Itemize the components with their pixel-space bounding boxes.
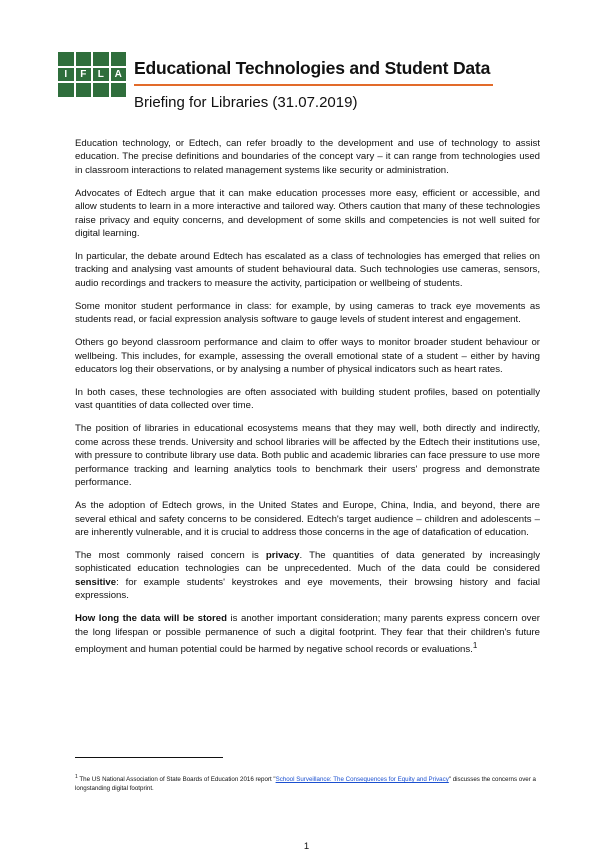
footnote-text: " discusses the concerns over a longstanding digital footprint. <box>75 776 536 793</box>
footnote-ref[interactable]: 1 <box>472 640 478 650</box>
logo-cell <box>76 83 92 97</box>
paragraph-privacy <box>75 549 540 603</box>
paragraph: Education technology, or Edtech, can refer broadly to the development and use of technology to assist education. The precise definitions and boundaries of the concept vary – it can range from technologies used in classroom interactions to related management systems like security or administration. <box>75 138 540 176</box>
text-run: The most commonly raised concern is <box>75 549 266 561</box>
title-underline <box>134 84 493 86</box>
footnote-text: The US National Association of State Boards of Education 2016 report " <box>77 776 276 784</box>
document-subtitle: Briefing for Libraries (31.07.2019) <box>134 94 358 111</box>
emphasis-storage: How long the data will be stored <box>75 613 227 625</box>
text-run: . The quantities of data generated by increasingly sophisticated education technologies can be unprecedented. Much of the data could be considered <box>75 549 540 575</box>
footnote <box>75 773 540 793</box>
paragraph: Others go beyond classroom performance and claim to offer ways to monitor broader student behaviour or wellbeing. This includes, for example, assessing the overall emotional state of a student – either by having educators log their observations, or by analysing a number of physical indicators such as heart rates. <box>75 337 540 376</box>
logo-cell <box>58 83 74 97</box>
logo-cell <box>111 52 127 66</box>
ifla-logo <box>58 52 126 97</box>
paragraph: In particular, the debate around Edtech has escalated as a class of technologies has emerged that relies on tracking and analysing vast amounts of student behavioural data. Such technologies use cameras, sensors, audio recordings and trackers to measure the activity, participation or wellbeing of students. <box>75 251 540 289</box>
paragraph: In both cases, these technologies are often associated with building student profiles, based on potentially vast quantities of data collected over time. <box>75 387 540 412</box>
logo-cell <box>93 52 109 66</box>
footnote-number: 1 <box>75 774 78 780</box>
paragraph: The position of libraries in educational ecosystems means that they may well, both directly and indirectly, come across these trends. University and school libraries will be affected by the Edtech their institutions use, with pressure to contribute library use data. Both public and academic libraries can face pressure to use more performance tracking and learning analytics tools to benchmark their users' progress and demonstrate performance. <box>75 423 540 489</box>
document-body <box>75 137 540 666</box>
text-run: is another important consideration; many parents express concern over the long lifespan or possible permanence of such a digital footprint. They fear that their children's future employment and human potential could be harmed by negative school records or evaluations. <box>75 613 540 656</box>
text-run: : for example students' keystrokes and eye movements, their browsing history and facial expressions. <box>75 576 540 602</box>
logo-cell <box>93 83 109 97</box>
footnote-link[interactable]: School Surveillance: The Consequences for Equity and Privacy <box>275 776 449 784</box>
logo-letter: L <box>93 68 109 82</box>
emphasis-privacy: privacy <box>265 549 300 561</box>
paragraph: Advocates of Edtech argue that it can make education processes more easy, efficient or accessible, and allow students to learn in a more interactive and tailored way. Others caution that many of these technologies raise privacy and equity concerns, and development of some skills and competencies is not well suited for digital learning. <box>75 187 540 240</box>
logo-cell <box>58 52 74 66</box>
page-number: 1 <box>303 841 310 852</box>
logo-cell <box>111 83 127 97</box>
emphasis-sensitive: sensitive <box>75 576 117 588</box>
logo-letter: A <box>111 68 127 82</box>
document-title: Educational Technologies and Student Data <box>134 58 491 78</box>
paragraph: As the adoption of Edtech grows, in the United States and Europe, China, India, and beyond, there are several ethical and safety concerns to be considered. Edtech's target audience – children and adolescents – are inherently vulnerable, and it is crucial to address those concerns in the age of datafication of education. <box>75 500 540 538</box>
logo-cell <box>76 52 92 66</box>
paragraph-retention <box>75 612 540 656</box>
footnote-separator <box>75 757 223 758</box>
paragraph: Some monitor student performance in class: for example, by using cameras to track eye movements as students read, or facial expression analysis software to gauge levels of student interest and engagement. <box>75 300 540 326</box>
logo-letter: I <box>58 68 74 82</box>
logo-letter: F <box>76 68 92 82</box>
